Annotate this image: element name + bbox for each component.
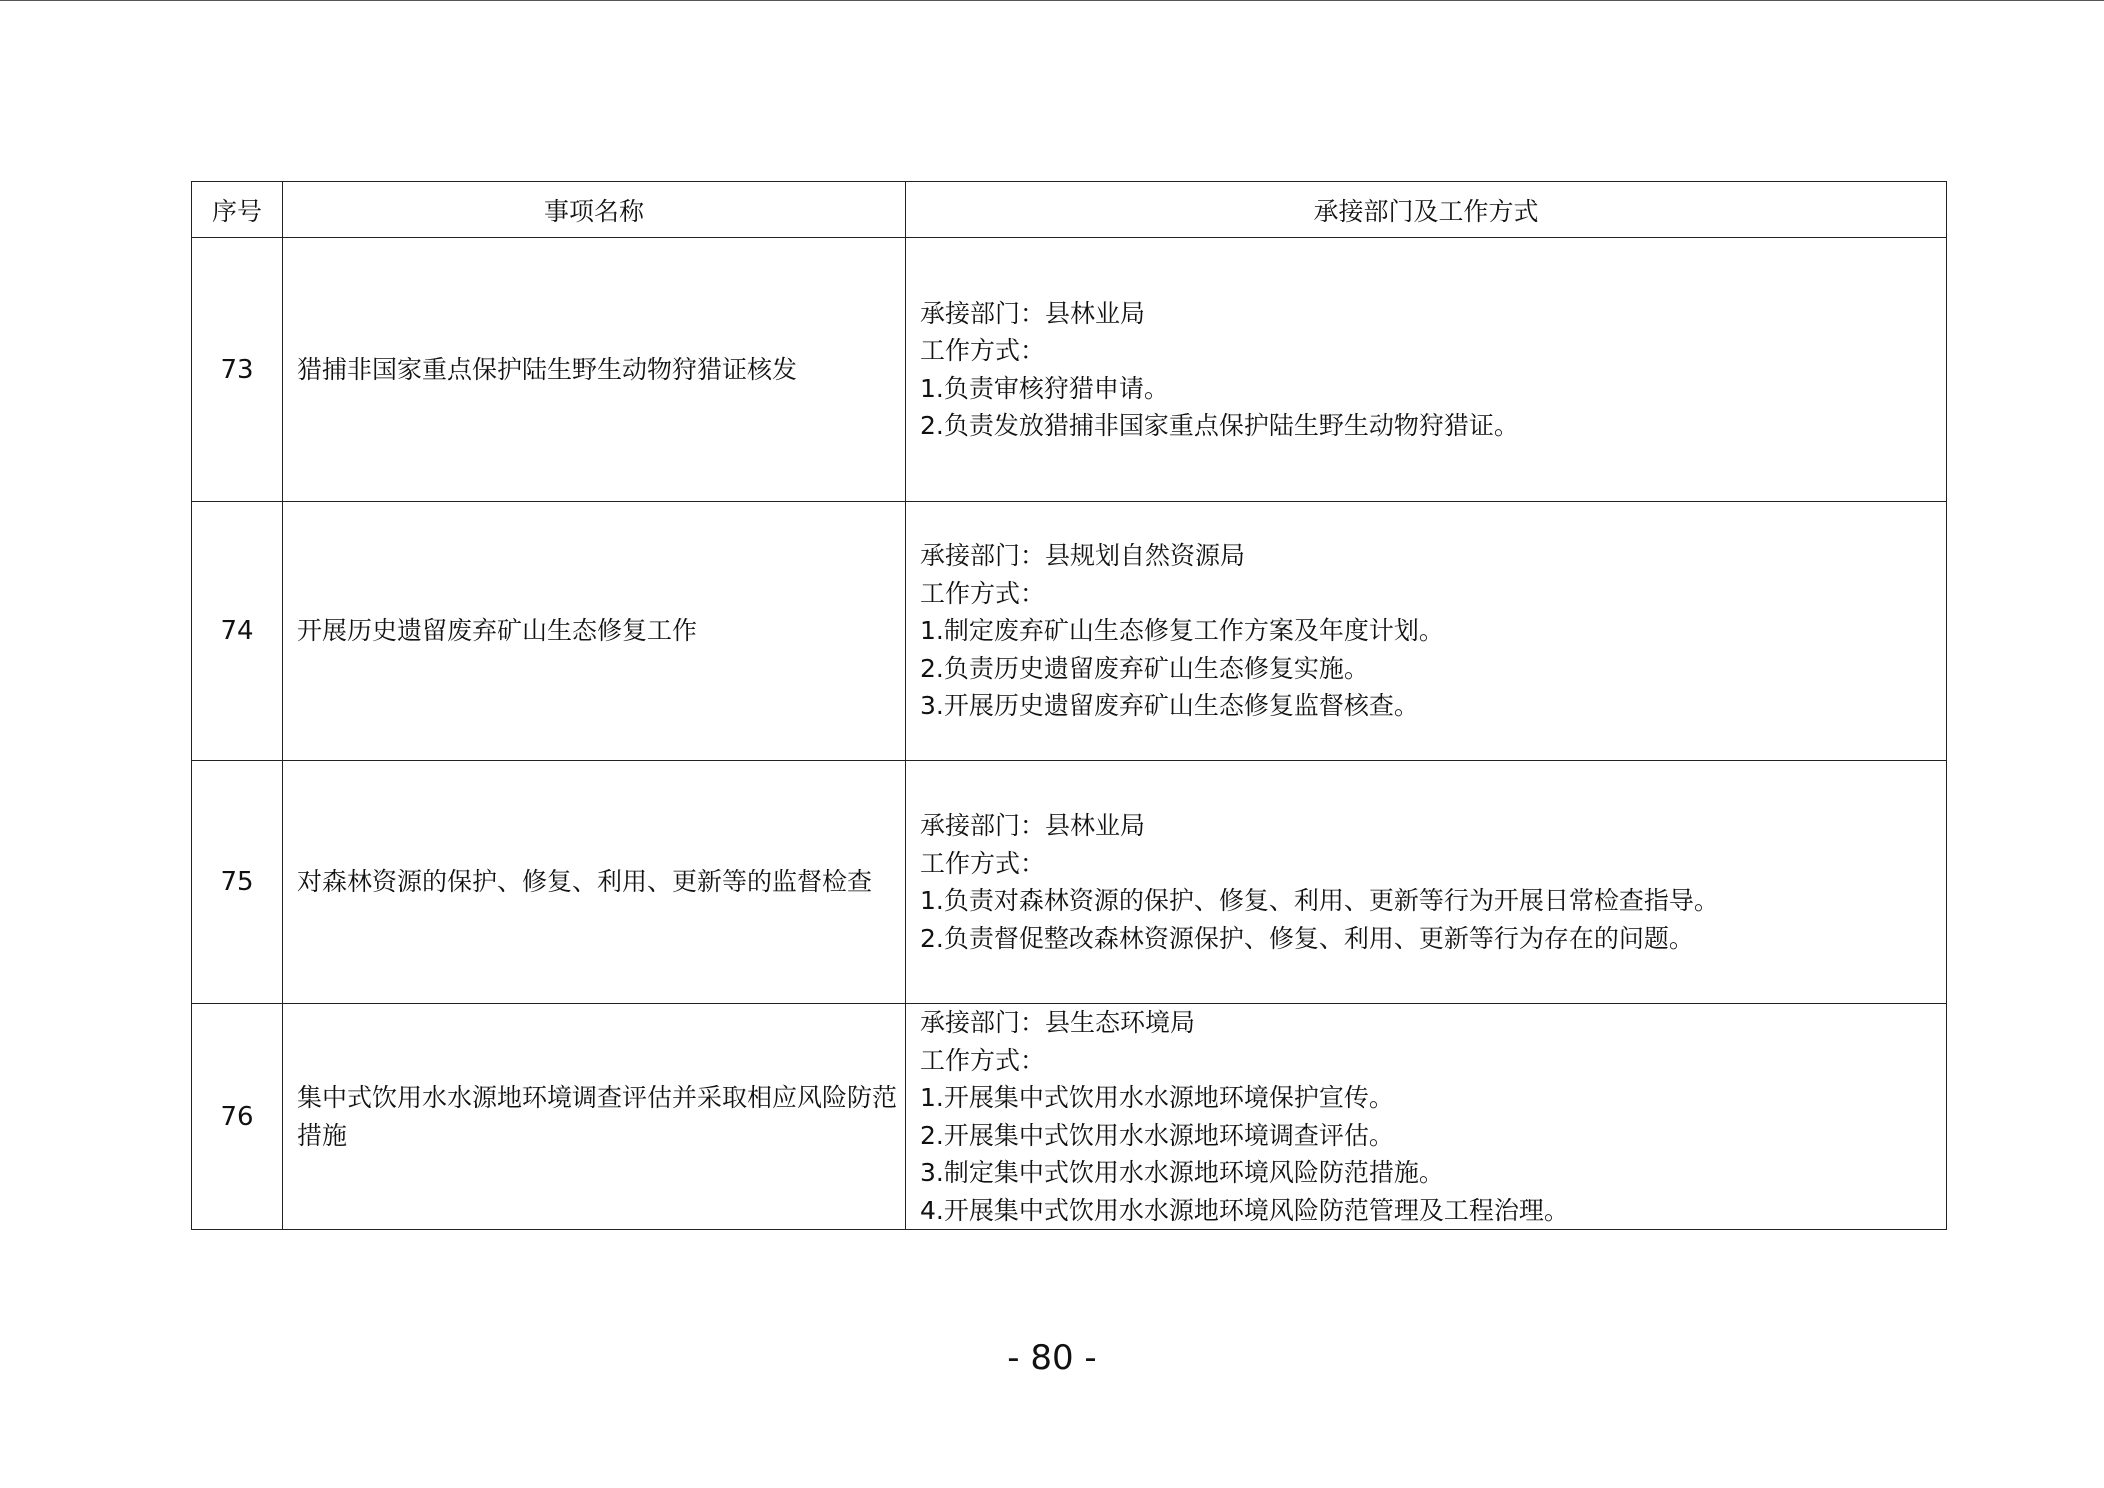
table-row xyxy=(192,761,1947,1004)
header-dept-method: 承接部门及工作方式 xyxy=(906,182,1947,238)
dept-line: 承接部门：县生态环境局 xyxy=(920,1008,1196,1037)
row-dept-method xyxy=(906,1004,1947,1230)
table-header-row xyxy=(192,182,1947,238)
dept-line: 承接部门：县林业局 xyxy=(920,298,1146,328)
header-item-name: 事项名称 xyxy=(283,182,906,238)
page-number: - 80 - xyxy=(1007,1338,1097,1378)
row-item-name: 对森林资源的保护、修复、利用、更新等的监督检查 xyxy=(283,761,906,1004)
dept-line: 2.负责发放猎捕非国家重点保护陆生野生动物狩猎证。 xyxy=(920,411,1519,440)
dept-line: 1.开展集中式饮用水水源地环境保护宣传。 xyxy=(920,1083,1394,1112)
table-row xyxy=(192,502,1947,761)
dept-line: 1.制定废弃矿山生态修复工作方案及年度计划。 xyxy=(920,616,1444,646)
catalog-table xyxy=(191,181,1947,1230)
header-seq: 序号 xyxy=(192,182,283,238)
row-dept-method xyxy=(906,502,1947,761)
dept-line: 4.开展集中式饮用水水源地环境风险防范管理及工程治理。 xyxy=(920,1195,1569,1225)
dept-line: 2.开展集中式饮用水水源地环境调查评估。 xyxy=(920,1120,1394,1150)
row-item-name: 猎捕非国家重点保护陆生野生动物狩猎证核发 xyxy=(283,238,906,502)
page-top-border xyxy=(0,0,2104,1)
row-item-name: 集中式饮用水水源地环境调查评估并采取相应风险防范措施 xyxy=(283,1004,906,1230)
dept-line: 2.负责历史遗留废弃矿山生态修复实施。 xyxy=(920,653,1369,683)
dept-line: 1.负责审核狩猎申请。 xyxy=(920,373,1169,403)
dept-line: 2.负责督促整改森林资源保护、修复、利用、更新等行为存在的问题。 xyxy=(920,923,1694,953)
dept-line: 3.制定集中式饮用水水源地环境风险防范措施。 xyxy=(920,1158,1444,1187)
row-seq: 73 xyxy=(192,238,283,502)
dept-line: 工作方式： xyxy=(920,578,1046,608)
dept-line: 1.负责对森林资源的保护、修复、利用、更新等行为开展日常检查指导。 xyxy=(920,886,1719,915)
dept-line: 工作方式： xyxy=(920,848,1046,878)
row-dept-method xyxy=(906,238,1947,502)
dept-line: 工作方式： xyxy=(920,1045,1046,1075)
row-item-name: 开展历史遗留废弃矿山生态修复工作 xyxy=(283,502,906,761)
dept-line: 承接部门：县林业局 xyxy=(920,811,1146,840)
row-seq: 76 xyxy=(192,1004,283,1230)
dept-line: 承接部门：县规划自然资源局 xyxy=(920,541,1246,571)
table-row xyxy=(192,238,1947,502)
row-seq: 74 xyxy=(192,502,283,761)
row-dept-method xyxy=(906,761,1947,1004)
dept-line: 工作方式： xyxy=(920,336,1046,365)
dept-line: 3.开展历史遗留废弃矿山生态修复监督核查。 xyxy=(920,691,1419,721)
table-row xyxy=(192,1004,1947,1230)
row-seq: 75 xyxy=(192,761,283,1004)
